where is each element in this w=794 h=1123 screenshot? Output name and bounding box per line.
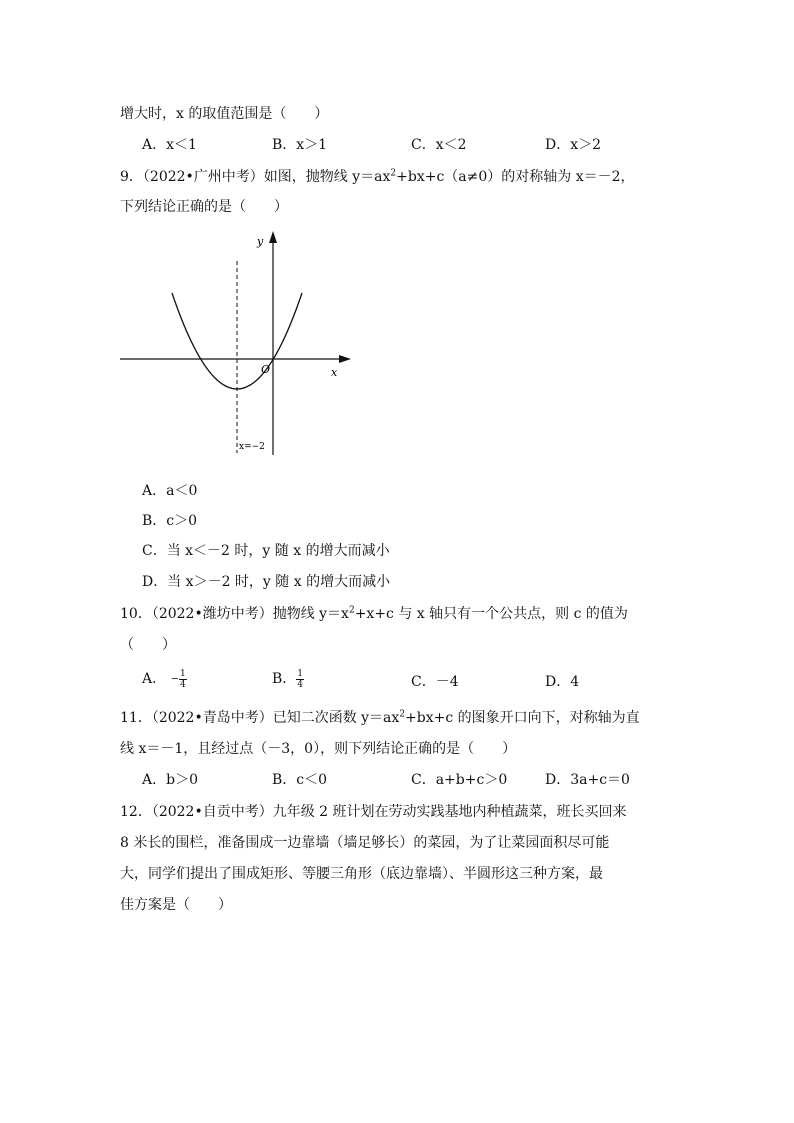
q10-stem-line2: （ ） bbox=[120, 637, 176, 653]
q10-option-d: D．4 bbox=[545, 674, 580, 690]
q9-stem-line2: 下列结论正确的是（ ） bbox=[120, 199, 288, 215]
q11-option-d: D．3a+c＝0 bbox=[545, 772, 630, 788]
q10-option-a: A． − $\frac{1}{4}$ bbox=[142, 668, 186, 690]
q8-option-a: A．x＜1 bbox=[142, 137, 197, 153]
q9-option-b: B．c＞0 bbox=[142, 513, 198, 529]
q9-stem-line1: 9．（2022•广州中考）如图，抛物线 $y=ax^2+bx+c(a\ne 0)$的对称轴为 x＝－2， bbox=[120, 168, 635, 185]
y-axis-label: y bbox=[257, 235, 264, 248]
q9-option-d: D．当 x＞－2 时，y 随 x 的增大而减小 bbox=[142, 574, 391, 590]
q10-option-a-sign: − bbox=[170, 673, 179, 685]
q11-stem-line2: 线 x＝－1，且经过点（－3，0），则下列结论正确的是（ ） bbox=[120, 741, 517, 757]
q10-option-a-fraction: $\frac{1}{4}$ bbox=[179, 668, 186, 690]
q8-option-b: B．x＞1 bbox=[272, 137, 328, 153]
x-axis-arrow-icon bbox=[339, 355, 351, 363]
q12-stem-line2: 8 米长的围栏，准备围成一边靠墙（墙足够长）的菜园，为了让菜园面积尽可能 bbox=[120, 835, 610, 851]
q12-stem-line3: 大，同学们提出了围成矩形、等腰三角形（底边靠墙）、半圆形这三种方案，最 bbox=[120, 866, 603, 882]
q11-option-c: C．a+b+c＞0 bbox=[411, 772, 508, 788]
q11-stem-line1: 11．（2022•青岛中考）已知二次函数 $y=ax^2+bx+c$ 的图象开口向下，对称轴为直 bbox=[120, 709, 640, 726]
q9-option-c: C．当 x＜－2 时，y 随 x 的增大而减小 bbox=[142, 543, 390, 559]
symmetry-axis-label: x=−2 bbox=[239, 442, 265, 452]
q10-option-b: B． $\frac{1}{4}$ bbox=[272, 668, 304, 690]
q9-parabola-figure bbox=[115, 225, 360, 460]
q12-stem-line1: 12．（2022•自贡中考）九年级 2 班计划在劳动实践基地内种植蔬菜，班长买回来 bbox=[120, 804, 627, 820]
q11-option-b: B．c＜0 bbox=[272, 772, 328, 788]
q10-option-b-fraction: $\frac{1}{4}$ bbox=[297, 668, 304, 690]
q8-stem-tail: 增大时，x 的取值范围是（ ） bbox=[120, 106, 329, 122]
q8-option-c: C．x＜2 bbox=[411, 137, 467, 153]
origin-label: O bbox=[261, 363, 271, 376]
x-axis-label: x bbox=[331, 366, 338, 379]
q10-option-c: C．－4 bbox=[411, 674, 459, 690]
q10-stem-line1: 10．（2022•潍坊中考）抛物线 $y=x^2+x+c$ 与 x 轴只有一个公共点，则 c 的值为 bbox=[120, 605, 628, 622]
q9-option-a: A．a＜0 bbox=[142, 483, 198, 499]
y-axis-arrow-icon bbox=[269, 231, 277, 243]
q11-option-a: A．b＞0 bbox=[142, 772, 198, 788]
q12-stem-line4: 佳方案是（ ） bbox=[120, 897, 232, 913]
q8-option-d: D．x＞2 bbox=[545, 137, 602, 153]
